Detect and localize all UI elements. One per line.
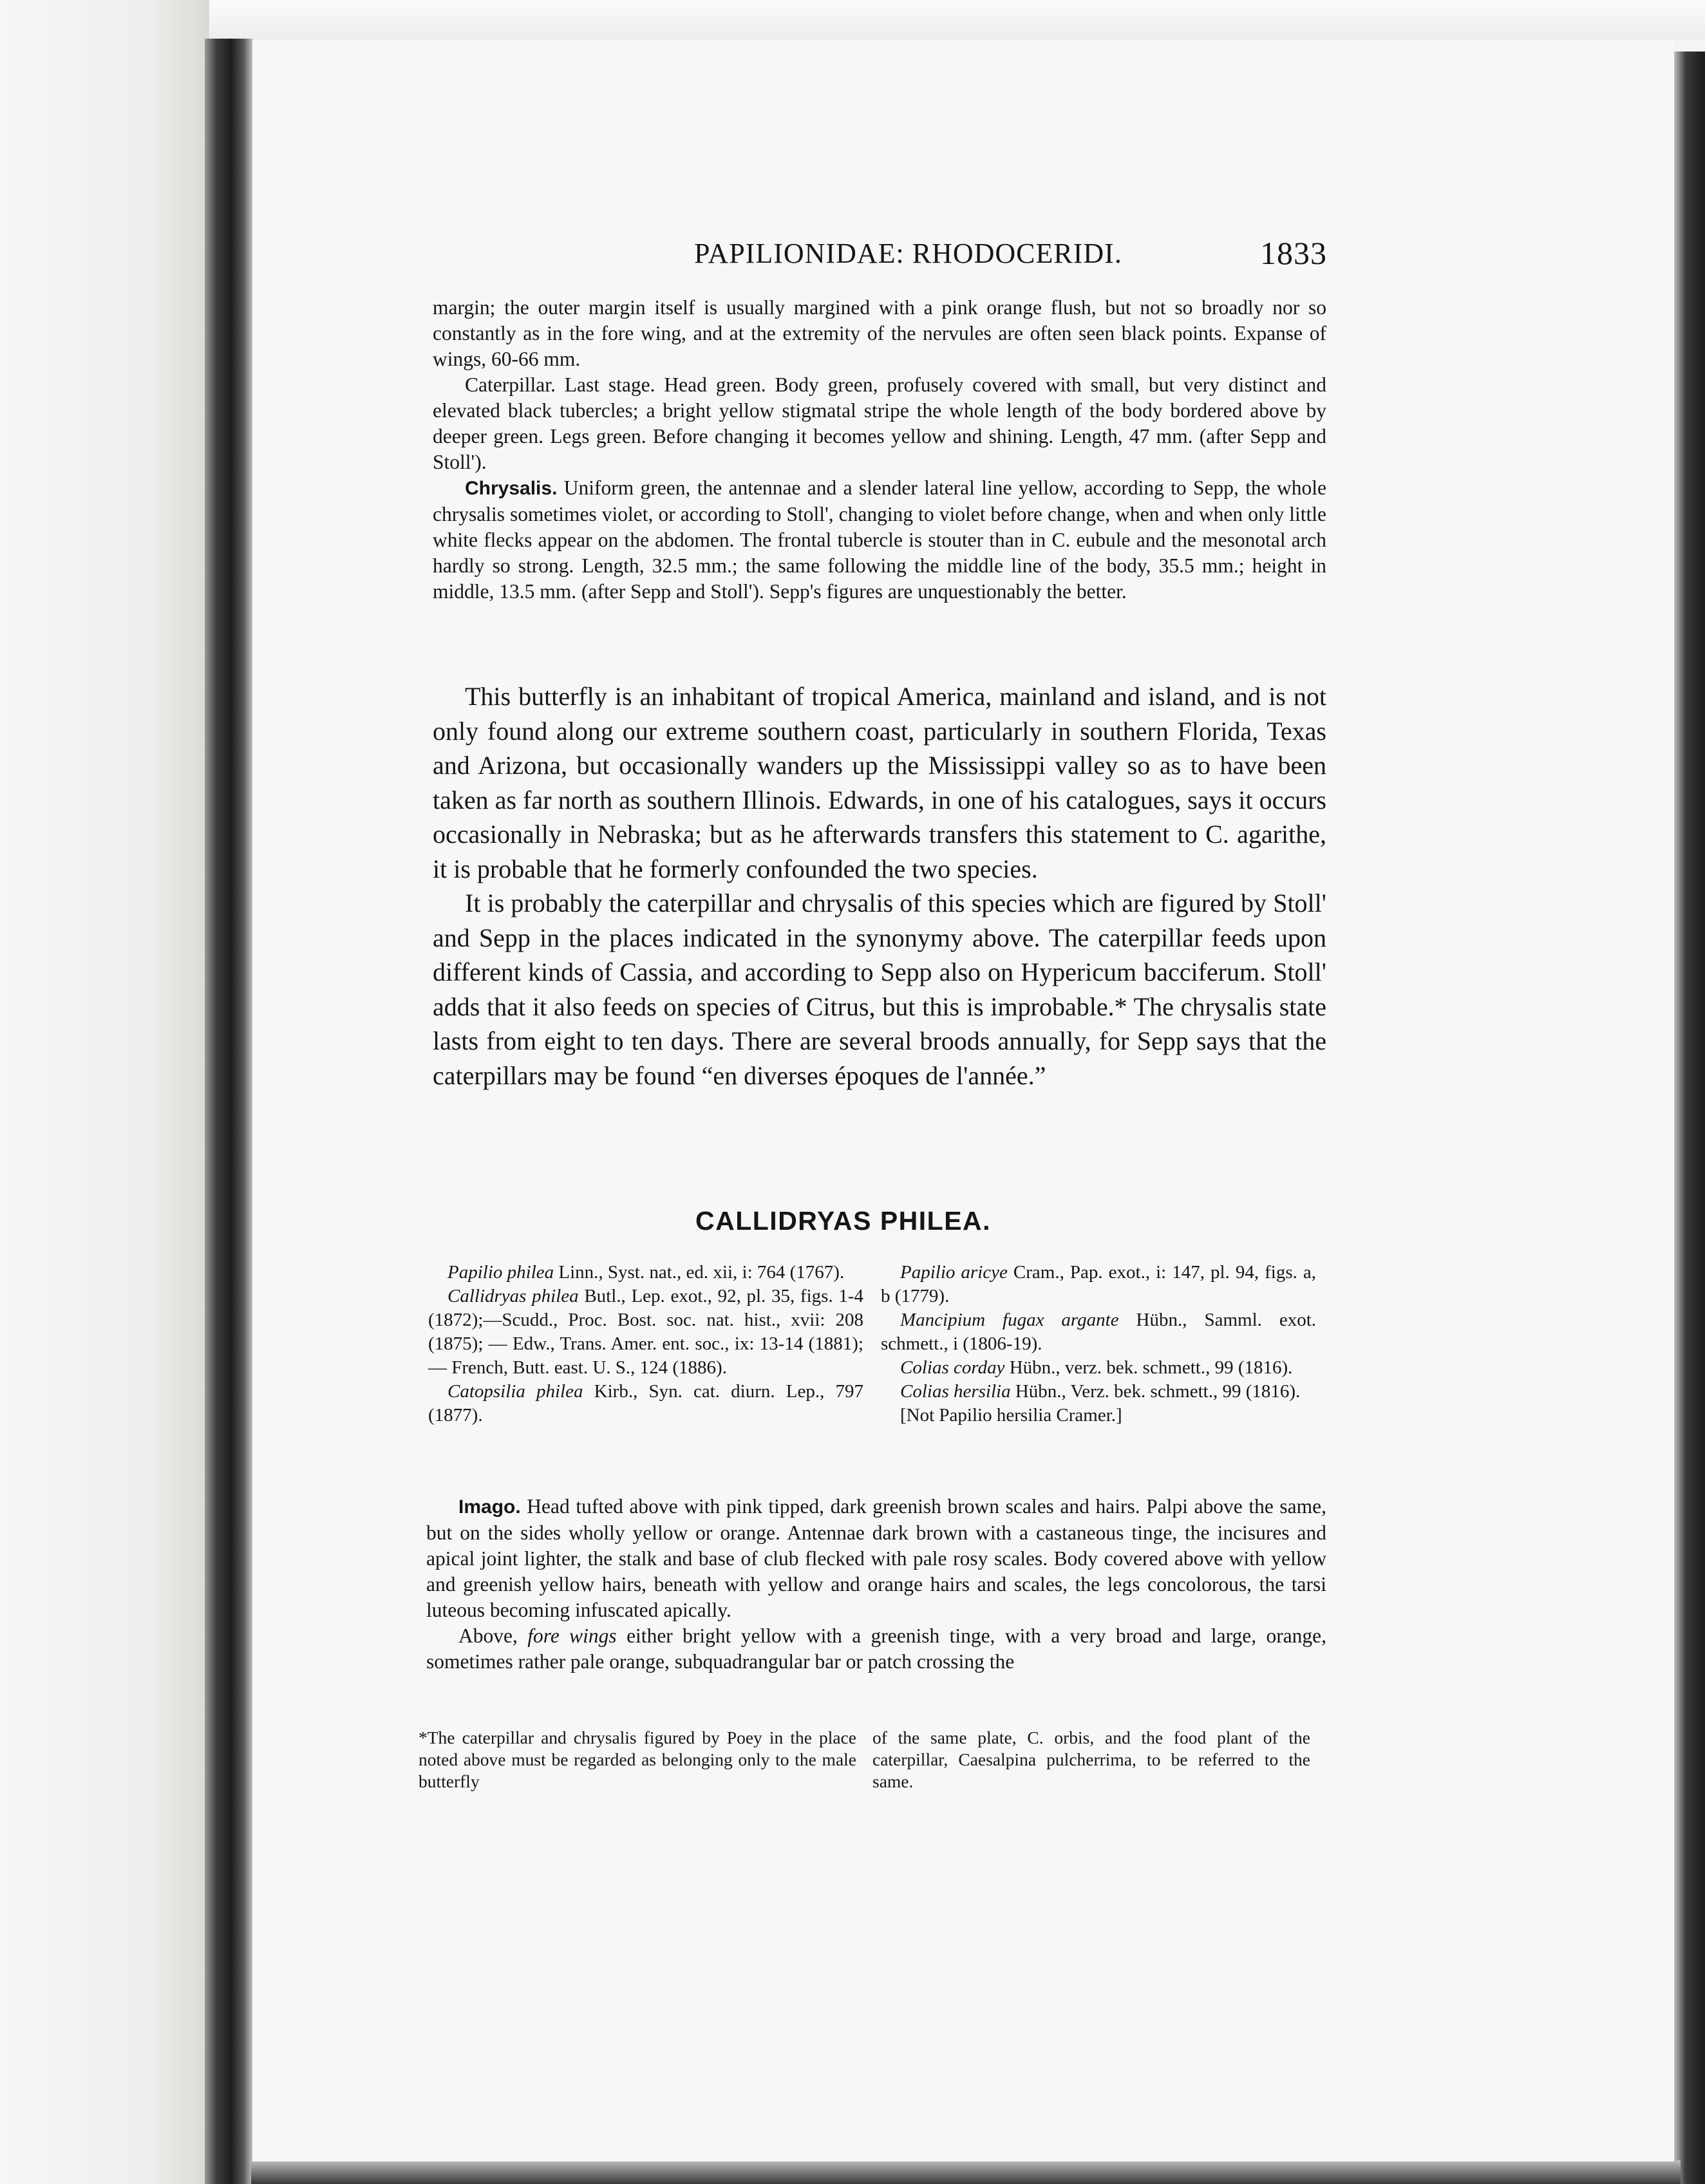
synonymy-entry (881, 1356, 1316, 1380)
synonym-reference: Kirb., Syn. cat. diurn. Lep., 797 (1877). (428, 1381, 864, 1426)
synonymy-right-column (881, 1261, 1316, 1427)
synonym-reference: Hübn., Verz. bek. schmett., 99 (1816). (1015, 1381, 1301, 1402)
synonym-name: Mancipium fugax argante (900, 1310, 1119, 1330)
scan-top-margin (0, 0, 1705, 40)
page-number: 1833 (1260, 235, 1327, 271)
synonym-name: Callidryas philea (447, 1286, 579, 1306)
description-paragraph: Caterpillar. Last stage. Head green. Body green, profusely covered with small, but very distinct and elevated black tubercles; a bright yellow stigmatal stripe the whole length of the body bordered above by deeper green. Legs green. Before changing it becomes yellow and shining. Length, 47 mm. (after Sepp and Stoll'). (433, 373, 1326, 473)
left-facing-page (0, 0, 209, 2184)
imago-block (426, 1494, 1326, 1675)
synonym-reference: Hübn., verz. bek. schmett., 99 (1816). (1009, 1357, 1293, 1378)
chrysalis-text: Uniform green, the antennae and a slender lateral line yellow, according to Sepp, the whole chrysalis sometimes violet, or according to Stoll', changing to violet before change, when and when only little white flecks appear on the abdomen. The frontal tubercle is stouter than in C. eubule and the mesonotal arch hardly so strong. Length, 32.5 mm.; the same following the middle line of the body, 35.5 mm.; height in middle, 13.5 mm. (after Sepp and Stoll'). Sepp's figures are unquestionably the better. (433, 476, 1326, 603)
synonym-name: Colias corday (900, 1357, 1005, 1378)
species-heading: CALLIDRYAS PHILEA. (695, 1206, 992, 1236)
book-gutter (205, 39, 253, 2184)
synonymy-left-column (428, 1261, 863, 1427)
chrysalis-label: Chrysalis. (465, 478, 558, 499)
synonym-name: Catopsilia philea (447, 1381, 583, 1402)
synonym-name: Papilio aricye (900, 1262, 1008, 1283)
body-paragraph: It is probably the caterpillar and chrysalis of this species which are figured by Stoll' and Sepp in the places indicated in the synonymy above. The caterpillar feeds upon different kinds of Cassia, and according to Sepp also on Hypericum bacciferum. Stoll' adds that it also feeds on species of Citrus, but this is improbable.* The chrysalis state lasts from eight to ten days. There are several broods annually, for Sepp says that the caterpillars may be found “en diverses époques de l'année.” (433, 889, 1326, 1090)
footnote-right: of the same plate, C. orbis, and the food plant of the caterpillar, Caesalpina pulcherrima, to be referred to the same. (872, 1727, 1310, 1791)
description-block (433, 295, 1326, 605)
synonym-name: Colias hersilia (900, 1381, 1011, 1402)
running-title: PAPILIONIDAE: RHODOCERIDI. (694, 238, 1122, 269)
footnote-left: *The caterpillar and chrysalis figured by Poey in the place noted above must be regarded as belonging only to the male butterfly (419, 1727, 856, 1791)
imago-paragraph (426, 1494, 1326, 1623)
chrysalis-paragraph (433, 475, 1326, 605)
synonymy-entry (428, 1285, 863, 1380)
synonym-reference: Linn., Syst. nat., ed. xii, i: 764 (1767). (558, 1262, 845, 1283)
synonym-reference: Hübn., Samml. exot. schmett., i (1806-19). (881, 1310, 1317, 1354)
imago-label: Imago. (458, 1496, 521, 1518)
imago-text: Head tufted above with pink tipped, dark greenish brown scales and hairs. Palpi above the same, but on the sides wholly yellow or orange. Antennae dark brown with a castaneous tinge, the incisures and apical joint lighter, the stalk and base of club flecked with pale rosy scales. Body covered above with yellow and greenish yellow hairs, beneath with yellow and orange hairs and scales, the legs concolorous, the tarsi luteous becoming infuscated apically. (426, 1495, 1327, 1621)
page-bottom-edge (251, 2160, 1681, 2184)
synonymy-entry (881, 1380, 1316, 1404)
above-lead: Above, (458, 1624, 518, 1647)
synonymy-entry (881, 1308, 1316, 1356)
body-paragraph: This butterfly is an inhabitant of tropical America, mainland and island, and is not only found along our extreme southern coast, particularly in southern Florida, Texas and Arizona, but occasionally wanders up the Mississippi valley so as to have been taken as far north as southern Illinois. Edwards, in one of his catalogues, says it occurs occasionally in Nebraska; but as he afterwards transfers this statement to C. agarithe, it is probable that he formerly confounded the two species. (433, 682, 1326, 883)
above-text: either bright yellow with a greenish tinge, with a very broad and large, orange, sometimes rather pale orange, subquadrangular bar or patch crossing the (426, 1624, 1327, 1673)
page-right-edge (1673, 52, 1705, 2184)
above-italic: fore wings (527, 1624, 617, 1647)
synonym-reference: Cram., Pap. exot., i: 147, pl. 94, figs. a, b (1779). (881, 1262, 1317, 1306)
synonymy-entry (428, 1261, 863, 1285)
synonym-name: Papilio philea (447, 1262, 554, 1283)
main-text-block (433, 679, 1326, 1093)
synonymy-entry (428, 1380, 863, 1427)
synonymy-entry (881, 1261, 1316, 1308)
above-paragraph (426, 1623, 1326, 1675)
description-paragraph: margin; the outer margin itself is usually margined with a pink orange flush, but not so broadly nor so constantly as in the fore wing, and at the extremity of the nervules are often seen black points. Expanse of wings, 60-66 mm. (433, 296, 1326, 370)
synonym-reference: Butl., Lep. exot., 92, pl. 35, figs. 1-4 (1872);—Scudd., Proc. Bost. soc. nat. hist., xvii: 208 (1875); — Edw., Trans. Amer. ent. soc., ix: 13-14 (1881); — French, Butt. east. U. S., 124 (1886). (428, 1286, 864, 1378)
synonymy-note: [Not Papilio hersilia Cramer.] (900, 1405, 1122, 1426)
